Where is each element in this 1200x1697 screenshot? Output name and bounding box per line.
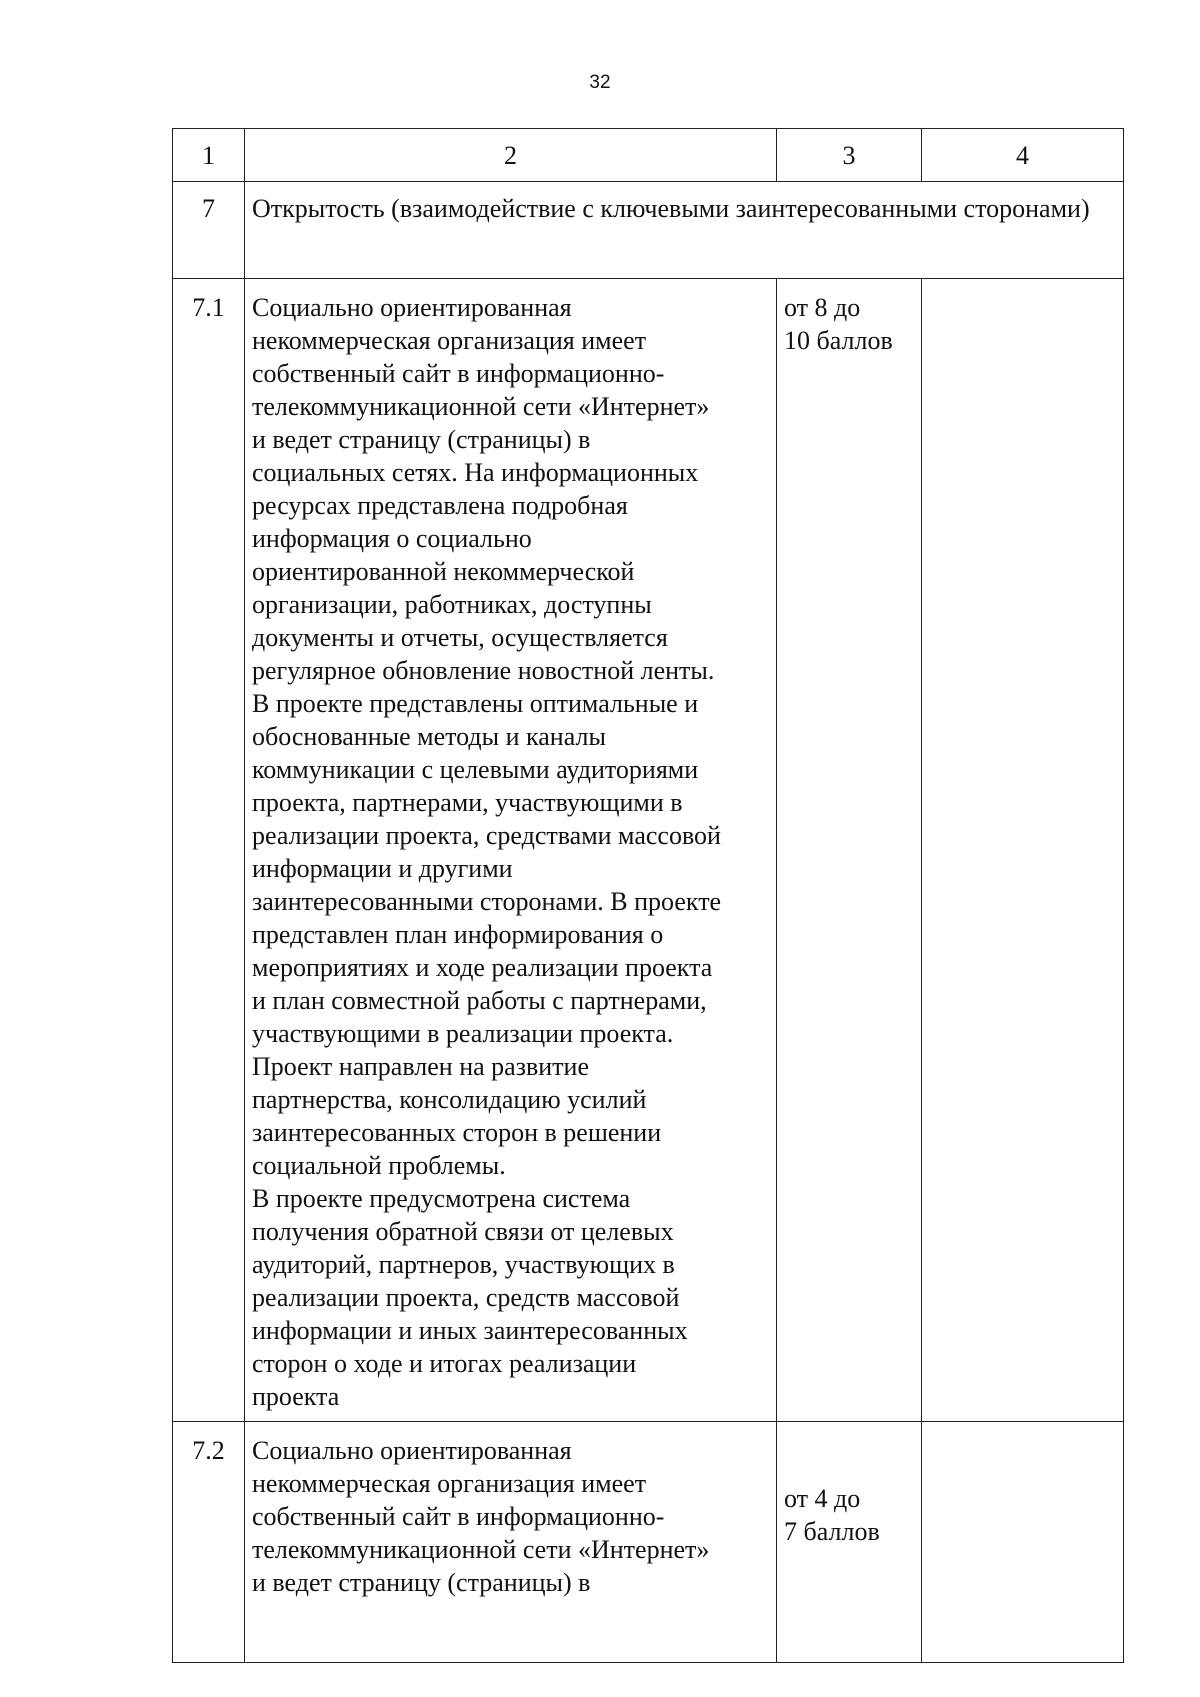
text-line: ориентированной некоммерческой <box>252 557 635 586</box>
section-title: Открытость (взаимодействие с ключевыми заинтересованными сторонами) <box>245 182 1124 279</box>
text-line: и ведет страницу (страницы) в <box>252 1568 591 1597</box>
text-line: собственный сайт в информационно- <box>252 359 665 388</box>
text-line: документы и отчеты, осуществляется <box>252 623 668 652</box>
text-line: регулярное обновление новостной ленты. <box>252 656 715 685</box>
text-line: представлен план информирования о <box>252 920 664 949</box>
text-line: реализации проекта, средств массовой <box>252 1283 680 1312</box>
text-line: обоснованные методы и каналы <box>252 722 606 751</box>
text-line: заинтересованными сторонами. В проекте <box>252 887 722 916</box>
text-line: партнерства, консолидацию усилий <box>252 1085 647 1114</box>
page-number: 32 <box>589 72 611 93</box>
text-line: некоммерческая организация имеет <box>252 326 647 355</box>
text-line: мероприятиях и ходе реализации проекта <box>252 953 713 982</box>
row-number: 7.1 <box>173 279 245 1422</box>
text-line: сторон о ходе и итогах реализации <box>252 1349 637 1378</box>
table-row <box>173 1422 1124 1663</box>
text-line: социальных сетях. На информационных <box>252 458 699 487</box>
text-line: В проекте представлены оптимальные и <box>252 689 699 718</box>
text-line: социальной проблемы. <box>252 1151 506 1180</box>
section-number: 7 <box>173 182 245 279</box>
row-notes <box>922 1422 1124 1663</box>
table-header-row <box>173 129 1124 182</box>
row-description <box>245 279 777 1422</box>
text-line: некоммерческая организация имеет <box>252 1469 647 1498</box>
text-line: 10 баллов <box>784 326 893 355</box>
text-line: проекта <box>252 1382 340 1411</box>
text-line: информации и другими <box>252 854 513 883</box>
row-number: 7.2 <box>173 1422 245 1663</box>
text-line: Социально ориентированная <box>252 1436 572 1465</box>
text-line: организации, работниках, доступны <box>252 590 652 619</box>
text-line: информации и иных заинтересованных <box>252 1316 688 1345</box>
text-line: информация о социально <box>252 524 532 553</box>
text-line: получения обратной связи от целевых <box>252 1217 674 1246</box>
row-description <box>245 1422 777 1663</box>
text-line: ресурсах представлена подробная <box>252 491 628 520</box>
header-cell-2: 2 <box>245 129 777 182</box>
row-notes <box>922 279 1124 1422</box>
text-line: проекта, партнерами, участвующими в <box>252 788 683 817</box>
text-line: заинтересованных сторон в решении <box>252 1118 662 1147</box>
criteria-table <box>172 128 1124 1663</box>
text-line: собственный сайт в информационно- <box>252 1502 665 1531</box>
text-line: Проект направлен на развитие <box>252 1052 589 1081</box>
header-cell-3: 3 <box>777 129 922 182</box>
table-row <box>173 279 1124 1422</box>
row-score <box>777 279 922 1422</box>
text-line: аудиторий, партнеров, участвующих в <box>252 1250 675 1279</box>
header-cell-4: 4 <box>922 129 1124 182</box>
text-line: телекоммуникационной сети «Интернет» <box>252 392 710 421</box>
text-line: участвующими в реализации проекта. <box>252 1019 674 1048</box>
text-line: реализации проекта, средствами массовой <box>252 821 721 850</box>
text-line: Социально ориентированная <box>252 293 572 322</box>
row-score <box>777 1422 922 1663</box>
text-line: коммуникации с целевыми аудиториями <box>252 755 699 784</box>
text-line: от 8 до <box>784 293 861 322</box>
text-line: телекоммуникационной сети «Интернет» <box>252 1535 710 1564</box>
section-row <box>173 182 1124 279</box>
header-cell-1: 1 <box>173 129 245 182</box>
text-line: и план совместной работы с партнерами, <box>252 986 707 1015</box>
text-line: от 4 до <box>784 1484 861 1513</box>
text-line: и ведет страницу (страницы) в <box>252 425 591 454</box>
text-line: В проекте предусмотрена система <box>252 1184 631 1213</box>
text-line: 7 баллов <box>784 1517 880 1546</box>
